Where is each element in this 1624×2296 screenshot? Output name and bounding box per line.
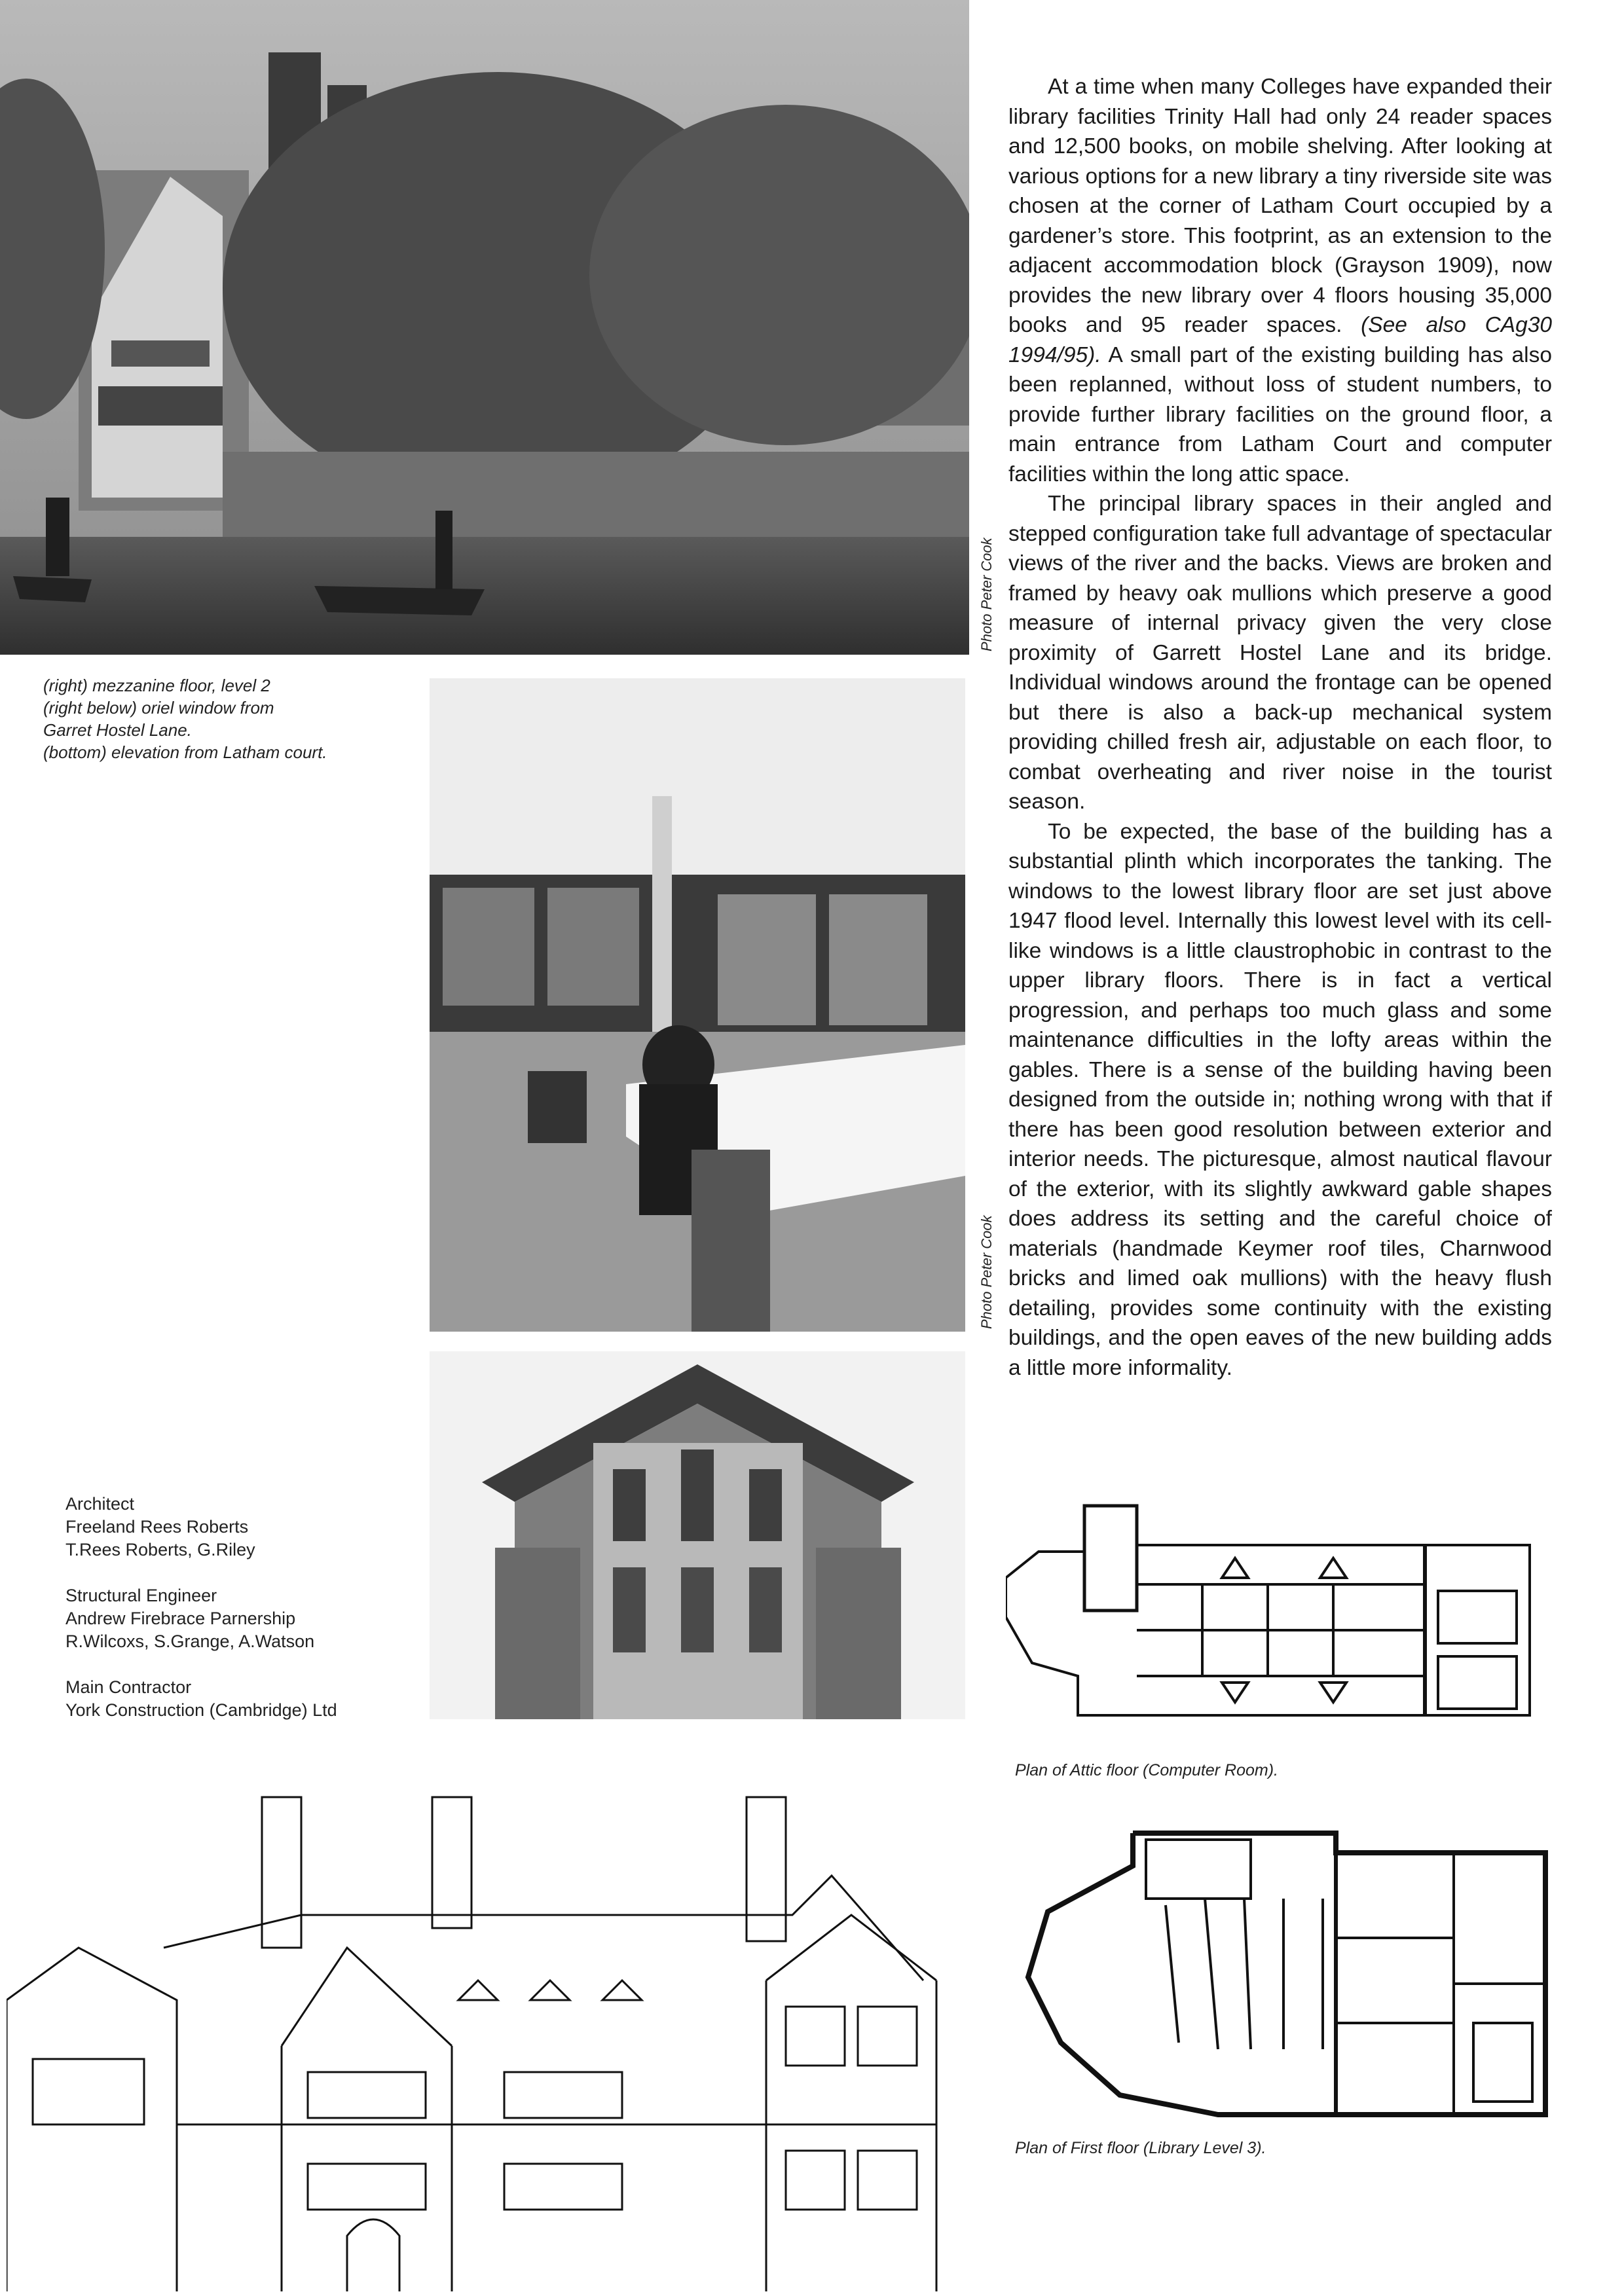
article-paragraph-1: At a time when many Colleges have expanded their library facilities Trinity Hall had only 24 reader spaces and 12,500 books, on mobile shelving. After looking at various options for a new library a tiny riverside site was chosen at the corner of Latham Court occupied by a gardener’s store. This footprint, as an extension to the adjacent accommodation block (Grayson 1909), now provides the new library over 4 floors housing 35,000 books and 95 reader spaces. (See also CAg30 1994/95). A small part of the existing building has also been replanned, without loss of student numbers, to provide further library facilities on the ground floor, a main entrance from Latham Court and computer facilities within the long attic space. [1008, 75, 1552, 486]
credit-people: R.Wilcoxs, S.Grange, A.Watson [65, 1631, 315, 1651]
photo-captions [43, 674, 410, 763]
latham-court-elevation-drawing [7, 1784, 976, 2291]
middle-photo-credit: Photo Peter Cook [978, 1215, 995, 1329]
attic-floor-plan [1006, 1499, 1572, 1722]
caption-line: (right below) oriel window from [43, 698, 274, 718]
river-view-photo [0, 0, 969, 655]
mezzanine-photo [430, 678, 965, 1332]
article-paragraph-2: The principal library spaces in their angled and stepped configuration take full advantage of spectacular views of the river and the backs. Views are broken and framed by heavy oak mullions which preserve a good measure of internal privacy given the very close proximity of Garrett Hostel Lane and its bridge. Individual windows around the frontage can be opened but there is also a back-up mechanical system providing chilled fresh air, adjustable on each floor, to combat overheating and river noise in the tourist season. [1008, 492, 1552, 814]
credit-role: Structural Engineer [65, 1586, 217, 1605]
caption-line: (bottom) elevation from Latham court. [43, 742, 327, 762]
oriel-window-photo [430, 1351, 965, 1719]
top-photo-credit: Photo Peter Cook [978, 538, 995, 651]
article-body [1008, 72, 1552, 1383]
credit-role: Architect [65, 1494, 135, 1514]
credit-firm: Andrew Firebrace Parnership [65, 1609, 296, 1628]
first-floor-plan-caption: Plan of First floor (Library Level 3). [1015, 2139, 1266, 2157]
credit-firm: Freeland Rees Roberts [65, 1517, 249, 1537]
credit-people: T.Rees Roberts, G.Riley [65, 1540, 255, 1559]
credit-role: Main Contractor [65, 1677, 192, 1697]
article-cross-reference: (See also CAg30 1994/95). [1008, 313, 1552, 367]
caption-line: Garret Hostel Lane. [43, 720, 192, 740]
credit-firm: York Construction (Cambridge) Ltd [65, 1700, 337, 1720]
project-credits [65, 1493, 432, 1745]
credit-structural-engineer [65, 1584, 432, 1653]
first-floor-plan [1022, 1827, 1552, 2121]
article-paragraph-3: To be expected, the base of the building has a substantial plinth which incorporates the tanking. The windows to the lowest library floor are set just above 1947 flood level. Internally this lowest level with its cell-like windows is a little claustrophobic in contrast to the upper library floors. There is in fact a vertical progression, and perhaps too much glass and some maintenance difficulties in the lofty areas within the gables. There is a sense of the building having been designed from the outside in; nothing wrong with that if there has been good resolution between exterior and interior needs. The picturesque, almost nautical flavour of the exterior, with its slightly awkward gable shapes does address its setting and the careful choice of materials (handmade Keymer roof tiles, Charnwood bricks and limed oak mullions) with the heavy flush detailing, provides some continuity with the existing buildings, and the open eaves of the new building adds a little more informality. [1008, 819, 1552, 1380]
attic-plan-caption: Plan of Attic floor (Computer Room). [1015, 1761, 1278, 1779]
caption-line: (right) mezzanine floor, level 2 [43, 676, 270, 695]
credit-main-contractor [65, 1676, 432, 1722]
credit-architect [65, 1493, 432, 1561]
